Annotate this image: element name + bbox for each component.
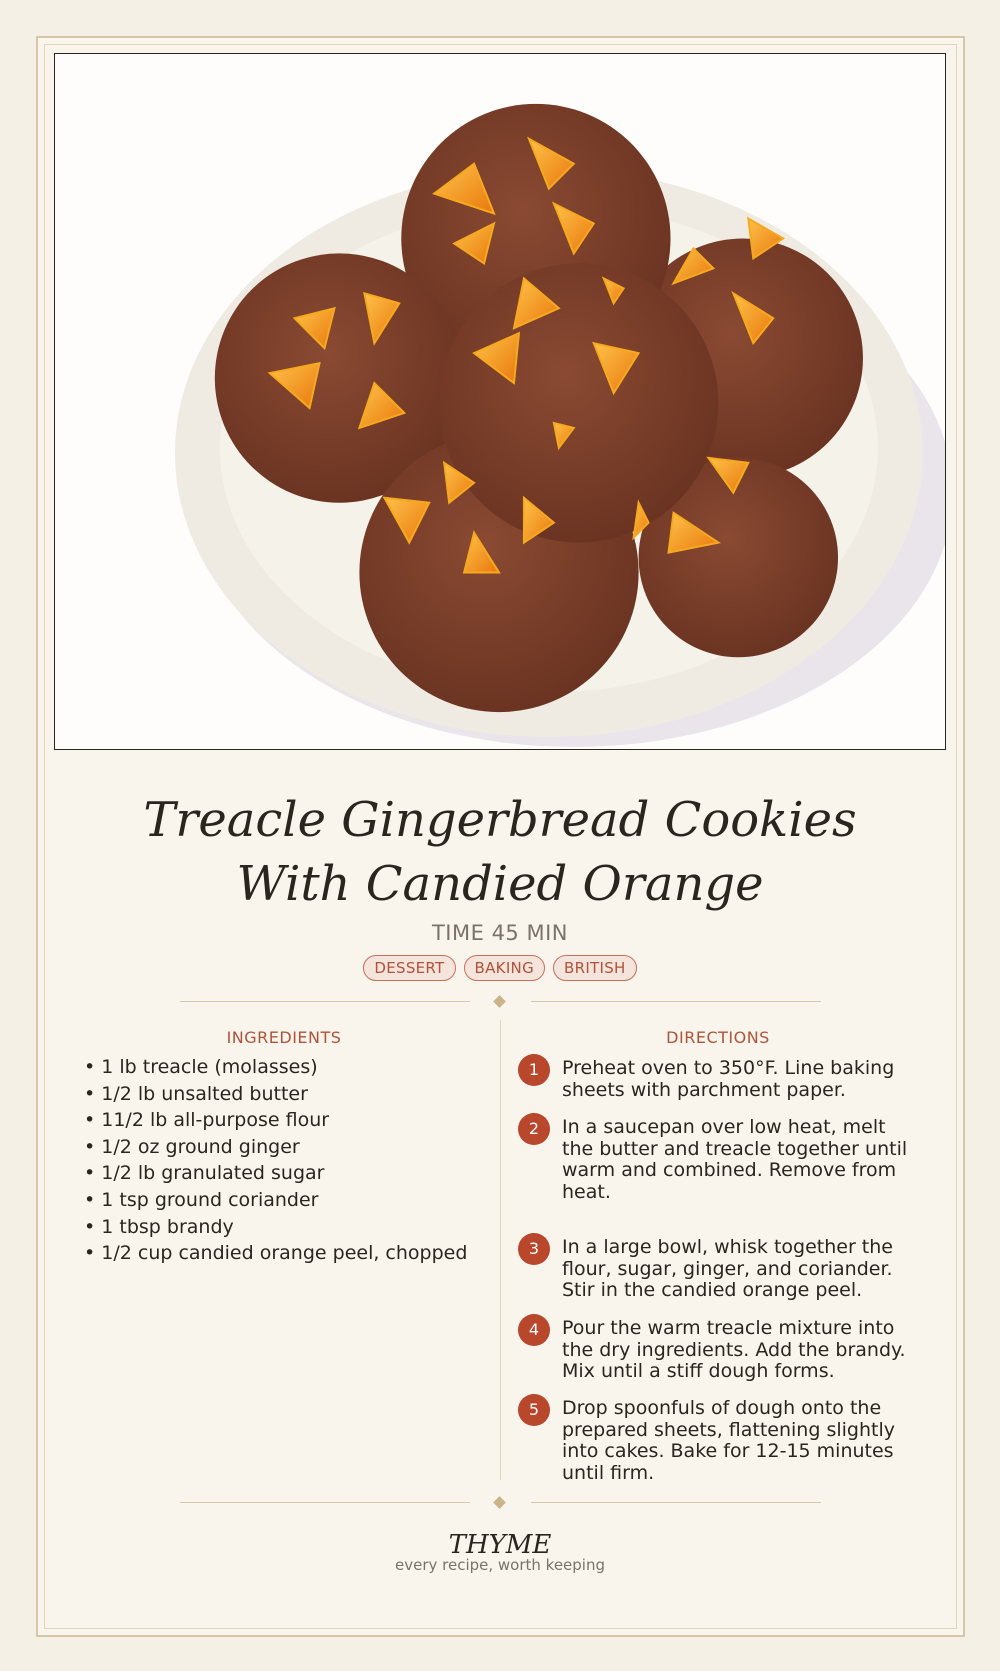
ingredient-item: • 1 tbsp brandy bbox=[84, 1214, 484, 1241]
step-text: Preheat oven to 350°F. Line baking sheets with parchment paper. bbox=[562, 1057, 895, 1101]
ingredients-list bbox=[84, 1054, 484, 1267]
recipe-title: Treacle Gingerbread Cookies With Candied Orange bbox=[143, 792, 857, 912]
ingredients-heading: INGREDIENTS bbox=[226, 1028, 342, 1047]
recipe-time: TIME 45 MIN bbox=[431, 921, 568, 945]
step-text: In a large bowl, whisk together the flour, sugar, ginger, and coriander. Stir in the candied orange peel. bbox=[562, 1236, 893, 1301]
ingredient-item: • 1/2 lb unsalted butter bbox=[84, 1081, 484, 1108]
step-number-badge: 3 bbox=[518, 1233, 550, 1265]
step-number-badge: 2 bbox=[518, 1113, 550, 1145]
brand-logo: THYME bbox=[448, 1530, 552, 1560]
tag-baking[interactable]: BAKING bbox=[464, 955, 545, 981]
step-number-badge: 1 bbox=[518, 1054, 550, 1086]
step-text: Drop spoonfuls of dough onto the prepared sheets, flattening slightly into cakes. Bake for 12-15 minutes until firm. bbox=[562, 1397, 895, 1484]
ingredient-item: • 1 lb treacle (molasses) bbox=[84, 1054, 484, 1081]
ingredient-item: • 1/2 lb granulated sugar bbox=[84, 1160, 484, 1187]
step-number-badge: 4 bbox=[518, 1314, 550, 1346]
top-divider bbox=[180, 995, 821, 1009]
step-number-badge: 5 bbox=[518, 1394, 550, 1426]
brand-tagline: every recipe, worth keeping bbox=[394, 1556, 605, 1574]
ingredient-item: • 1/2 oz ground ginger bbox=[84, 1134, 484, 1161]
diamond-icon bbox=[493, 1496, 506, 1509]
directions-heading: DIRECTIONS bbox=[666, 1028, 770, 1047]
ingredient-item: • 1 tsp ground coriander bbox=[84, 1187, 484, 1214]
step-text: Pour the warm treacle mixture into the dry ingredients. Add the brandy. Mix until a stiff dough forms. bbox=[562, 1317, 906, 1382]
tag-british[interactable]: BRITISH bbox=[553, 955, 637, 981]
tag-list bbox=[0, 955, 1000, 981]
ingredient-item: • 11/2 lb all-purpose flour bbox=[84, 1107, 484, 1134]
diamond-icon bbox=[493, 995, 506, 1008]
tag-dessert[interactable]: DESSERT bbox=[363, 955, 455, 981]
recipe-photo bbox=[54, 53, 946, 750]
ingredient-item: • 1/2 cup candied orange peel, chopped bbox=[84, 1240, 484, 1267]
column-divider bbox=[500, 1020, 501, 1480]
step-text: In a saucepan over low heat, melt the butter and treacle together until warm and combined. Remove from heat. bbox=[562, 1116, 908, 1203]
bottom-divider bbox=[180, 1496, 821, 1510]
